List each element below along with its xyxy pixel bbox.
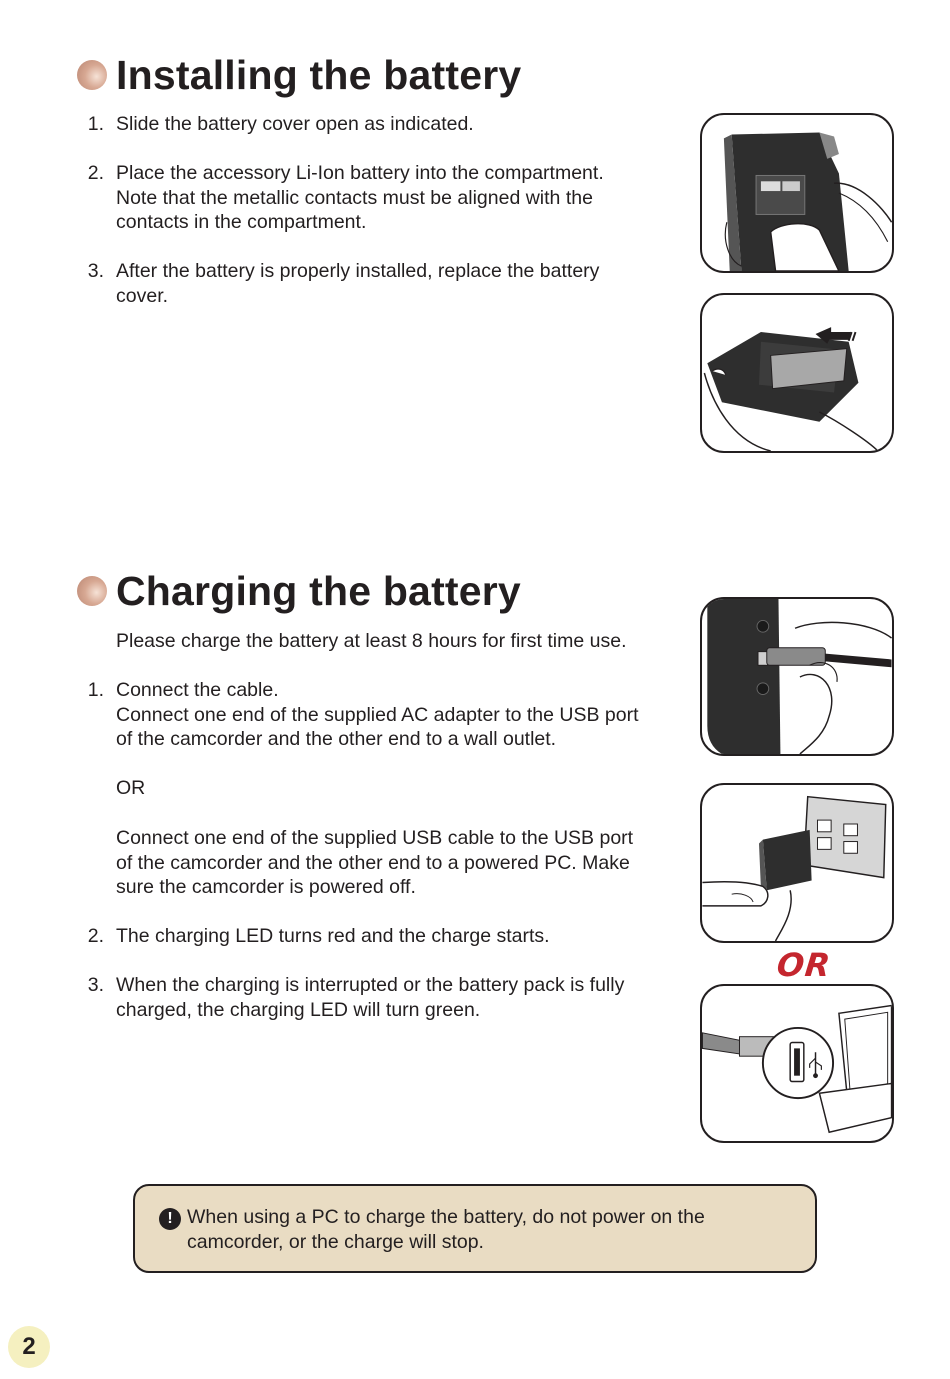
page-number: 2 xyxy=(8,1326,50,1368)
step-number: 3. xyxy=(87,260,104,282)
usb-pc-illustration xyxy=(702,986,892,1141)
cable-connect-illustration xyxy=(702,599,892,754)
installing-title: Installing the battery xyxy=(116,52,522,98)
install-step-1: Slide the battery cover open as indicated. xyxy=(116,113,474,135)
charge-step-1: Connect the cable. Connect one end of the supplied AC adapter to the USB port of the camcorder and the other end to a wall outlet. xyxy=(116,679,639,751)
figure-ac-adapter xyxy=(700,783,894,943)
step-number: 2. xyxy=(87,162,104,184)
step-number: 1. xyxy=(87,679,104,701)
figure-insert-battery xyxy=(700,293,894,453)
section-bullet xyxy=(77,60,107,90)
charge-step-1-alternative: Connect one end of the supplied USB cable to the USB port of the camcorder and the other end to a powered PC. Make sure the camcorder is powered off. xyxy=(116,827,634,899)
install-step-2: Place the accessory Li-Ion battery into the compartment. Note that the metallic contacts must be aligned with the contacts in the compartment. xyxy=(116,162,604,234)
note-text: When using a PC to charge the battery, do not power on the camcorder, or the charge will stop. xyxy=(187,1206,705,1253)
step-number: 1. xyxy=(87,113,104,135)
exclamation-icon: ! xyxy=(159,1208,181,1230)
note-box xyxy=(133,1184,817,1273)
step-number: 2. xyxy=(87,925,104,947)
step-number: 3. xyxy=(87,974,104,996)
charging-intro: Please charge the battery at least 8 hours for first time use. xyxy=(116,630,627,652)
section-bullet xyxy=(77,576,107,606)
camcorder-cover-illustration xyxy=(702,115,892,271)
or-label: OR xyxy=(775,946,833,984)
charging-title: Charging the battery xyxy=(116,568,521,614)
charge-step-2: The charging LED turns red and the charge starts. xyxy=(116,925,550,947)
charge-step-1-or: OR xyxy=(116,777,146,799)
ac-adapter-illustration xyxy=(702,785,892,941)
charge-step-3: When the charging is interrupted or the battery pack is fully charged, the charging LED will turn green. xyxy=(116,974,625,1021)
figure-open-battery-cover xyxy=(700,113,894,273)
battery-insert-illustration xyxy=(702,295,892,451)
figure-usb-to-pc xyxy=(700,984,894,1143)
figure-connect-cable xyxy=(700,597,894,756)
install-step-3: After the battery is properly installed, replace the battery cover. xyxy=(116,260,600,307)
